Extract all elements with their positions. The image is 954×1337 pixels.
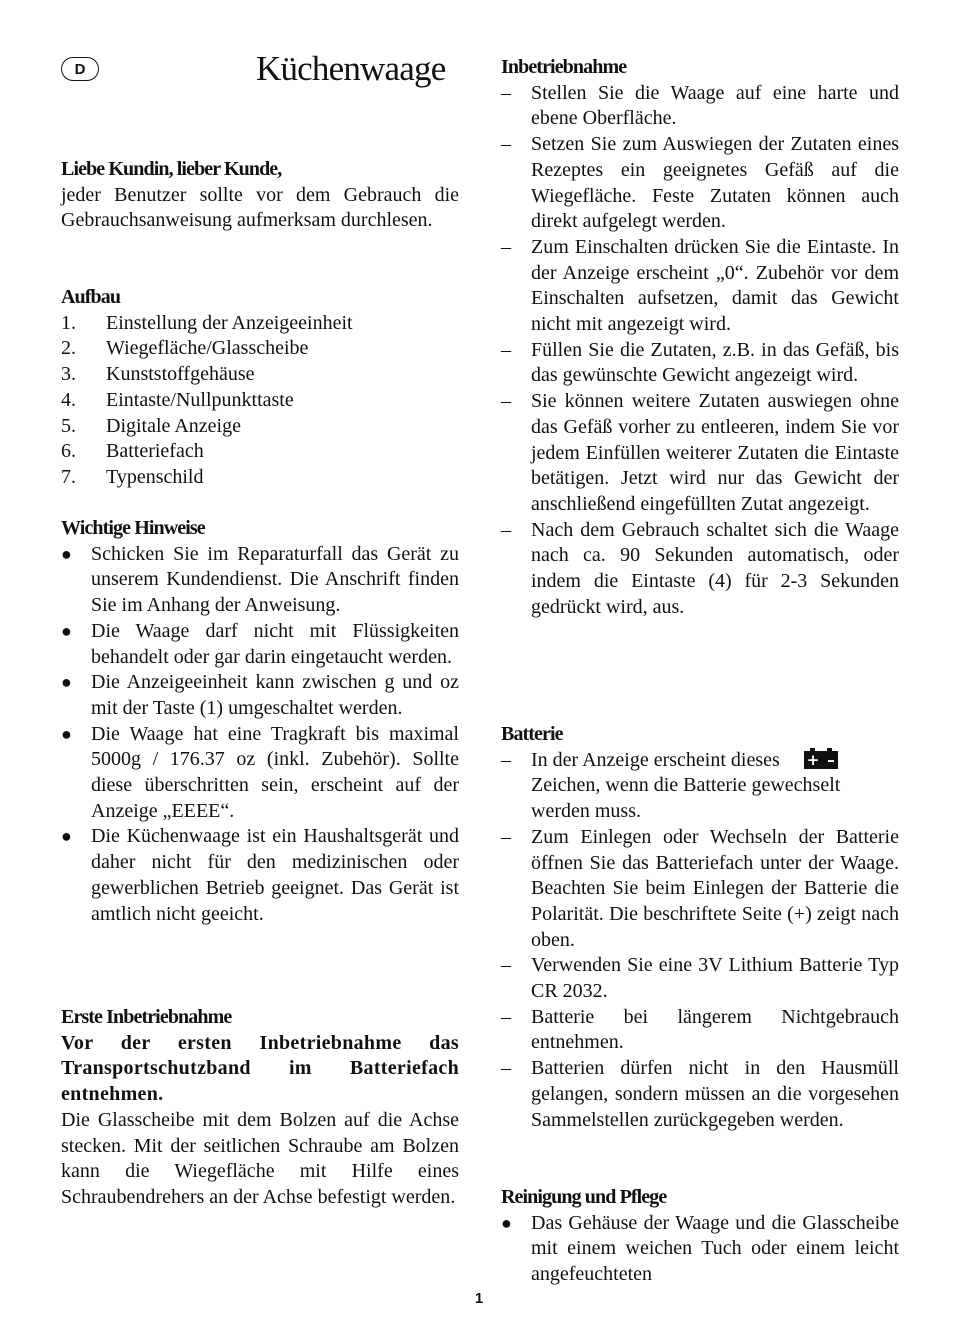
list-item [61,362,459,388]
item-text: Das Gehäuse der Waage und die Glasscheibe mit einem weichen Tuch oder einem leicht angefeuchteten [531,1211,899,1286]
item-text: Typenschild [106,465,204,488]
bullet-icon: ● [61,723,72,744]
item-text: Die Anzeigeeinheit kann zwischen g und oz mit der Taste (1) umgeschaltet werden. [91,671,459,719]
item-number: 7. [61,465,76,488]
list-item [61,824,459,927]
list-item [61,414,459,440]
item-number: 5. [61,414,76,437]
page-title: Küchenwaage [256,49,446,88]
dash-marker: – [501,518,511,541]
bullet-icon: ● [501,1212,512,1233]
battery-minus: – [827,750,835,769]
bullet-icon: ● [61,543,72,564]
item-text: Digitale Anzeige [106,414,241,437]
list-item [501,1211,899,1288]
list-item [501,518,899,621]
item-number: 3. [61,363,76,386]
item-text: Die Waage hat eine Tragkraft bis maximal 5000g / 176.37 oz (inkl. Zubehör). Sollte diese überschritten sein, erscheint auf der Anzeige „EEEE“. [91,722,459,822]
list-item [61,388,459,414]
item-number: 2. [61,337,76,360]
erste-heading: Erste Inbetriebnahme [61,1006,232,1028]
batterie-section [501,722,899,1133]
hinweise-list [61,542,459,928]
item-text: Einstellung der Anzeigeeinheit [106,311,353,334]
item-number: 6. [61,440,76,463]
item-text: Zum Einlegen oder Wechseln der Batterie öffnen Sie das Batteriefach unter der Waage. Beachten Sie beim Einlegen der Batterie die Polarität. Die beschriftete Seite (+) zeigt nach oben. [531,825,899,951]
list-item [501,132,899,235]
list-item [61,336,459,362]
list-item [61,619,459,670]
dash-marker: – [501,748,511,771]
item-text: Kunststoffgehäuse [106,363,255,386]
aufbau-section [61,285,459,491]
greeting-text: jeder Benutzer sollte vor dem Gebrauch die Gebrauchsanweisung aufmerksam durchlesen. [61,183,459,232]
item-text: Die Waage darf nicht mit Flüssigkeiten behandelt oder gar darin eingetaucht werden. [91,619,459,668]
reinigung-heading: Reinigung und Pflege [501,1186,667,1208]
item-text: Wiegefläche/Glasscheibe [106,337,309,360]
bullet-icon: ● [61,826,72,847]
item-text: Batterie bei längerem Nichtgebrauch entnehmen. [531,1005,899,1054]
dash-marker: – [501,825,511,848]
item-text [531,748,899,825]
dash-marker: – [501,133,511,156]
list-item [501,338,899,389]
bullet-icon: ● [61,672,72,693]
item-text: Zum Einschalten drücken Sie die Eintaste. In der Anzeige erscheint „0“. Zubehör vor dem Einschalten aufsetzen, damit das Gewicht nicht mit angezeigt wird. [531,235,899,336]
item-text: Sie können weitere Zutaten auswiegen ohne das Gefäß vorher zu entleeren, indem Sie vor jedem Einfüllen weiterer Zutaten die Eintaste betätigen. Jetzt wird nur das Gewicht der anschließend eingefüllten Zutat angezeigt. [531,390,899,515]
battery-item-start: In der Anzeige erscheint dieses [531,748,780,771]
aufbau-list [61,311,459,491]
list-item [501,389,899,518]
greeting-section [61,157,459,234]
battery-item-end: Zeichen, wenn die Batterie gewechselt werden muss. [531,774,841,823]
erste-section [61,1005,459,1211]
list-item [61,722,459,825]
item-text: Eintaste/Nullpunkttaste [106,388,294,411]
dash-marker: – [501,81,511,104]
list-item [61,465,459,491]
reinigung-list [501,1211,899,1288]
dash-marker: – [501,1005,511,1028]
list-item [61,439,459,465]
reinigung-section [501,1185,899,1288]
aufbau-heading: Aufbau [61,286,121,308]
item-text: Setzen Sie zum Auswiegen der Zutaten eines Rezeptes ein geeignetes Gefäß auf die Wiegefläche. Feste Zutaten können auch direkt aufgelegt werden. [531,133,899,233]
erste-bold-text: Vor der ersten Inbetriebnahme das Transportschutzband im Batteriefach entnehmen. [61,1031,459,1106]
hinweise-section [61,516,459,927]
list-item [501,825,899,954]
item-text: Verwenden Sie eine 3V Lithium Batterie Typ CR 2032. [531,954,899,1003]
inbetriebnahme-list [501,81,899,621]
list-item [501,81,899,132]
list-item [501,235,899,338]
item-text: Die Küchenwaage ist ein Haushaltsgerät und daher nicht für den medizinischen oder gewerblichen Betrieb geeignet. Das Gerät ist amtlich nicht geeicht. [91,825,459,925]
page-number: 1 [474,1290,484,1307]
inbetriebnahme-heading: Inbetriebnahme [501,56,627,78]
dash-marker: – [501,1057,511,1080]
bullet-icon: ● [61,620,72,641]
list-item [61,542,459,619]
dash-marker: – [501,390,511,413]
batterie-heading: Batterie [501,723,563,745]
item-text: Batteriefach [106,440,204,463]
list-item [501,1005,899,1056]
list-item [501,1056,899,1133]
dash-marker: – [501,235,511,258]
list-item [61,311,459,337]
list-item [501,953,899,1004]
greeting-heading: Liebe Kundin, lieber Kunde, [61,158,282,180]
item-text: Nach dem Gebrauch schaltet sich die Waage nach ca. 90 Sekunden automatisch, oder indem die Eintaste (4) für 2-3 Sekunden gedrückt wird, aus. [531,518,899,618]
hinweise-heading: Wichtige Hinweise [61,517,205,539]
item-text: Schicken Sie im Reparaturfall das Gerät zu unserem Kundendienst. Die Anschrift finden Sie im Anhang der Anweisung. [91,542,459,617]
item-text: Stellen Sie die Waage auf eine harte und ebene Oberfläche. [531,81,899,130]
inbetriebnahme-section [501,55,899,620]
item-number: 1. [61,311,76,334]
dash-marker: – [501,954,511,977]
battery-icon [804,751,838,769]
language-badge: D [61,57,99,81]
list-item [61,670,459,721]
batterie-list [501,748,899,1134]
item-number: 4. [61,388,76,411]
item-text: Füllen Sie die Zutaten, z.B. in das Gefäß, bis das gewünschte Gewicht angezeigt wird. [531,338,899,387]
erste-text: Die Glasscheibe mit dem Bolzen auf die Achse stecken. Mit der seitlichen Schraube am Bolzen kann die Wiegefläche mit Hilfe eines Schraubendrehers an der Achse befestigt werden. [61,1108,459,1208]
battery-plus: + [806,750,820,769]
item-text: Batterien dürfen nicht in den Hausmüll gelangen, sondern müssen an die vorgesehen Sammelstellen zurückgegeben werden. [531,1057,899,1131]
list-item [501,748,899,825]
dash-marker: – [501,338,511,361]
